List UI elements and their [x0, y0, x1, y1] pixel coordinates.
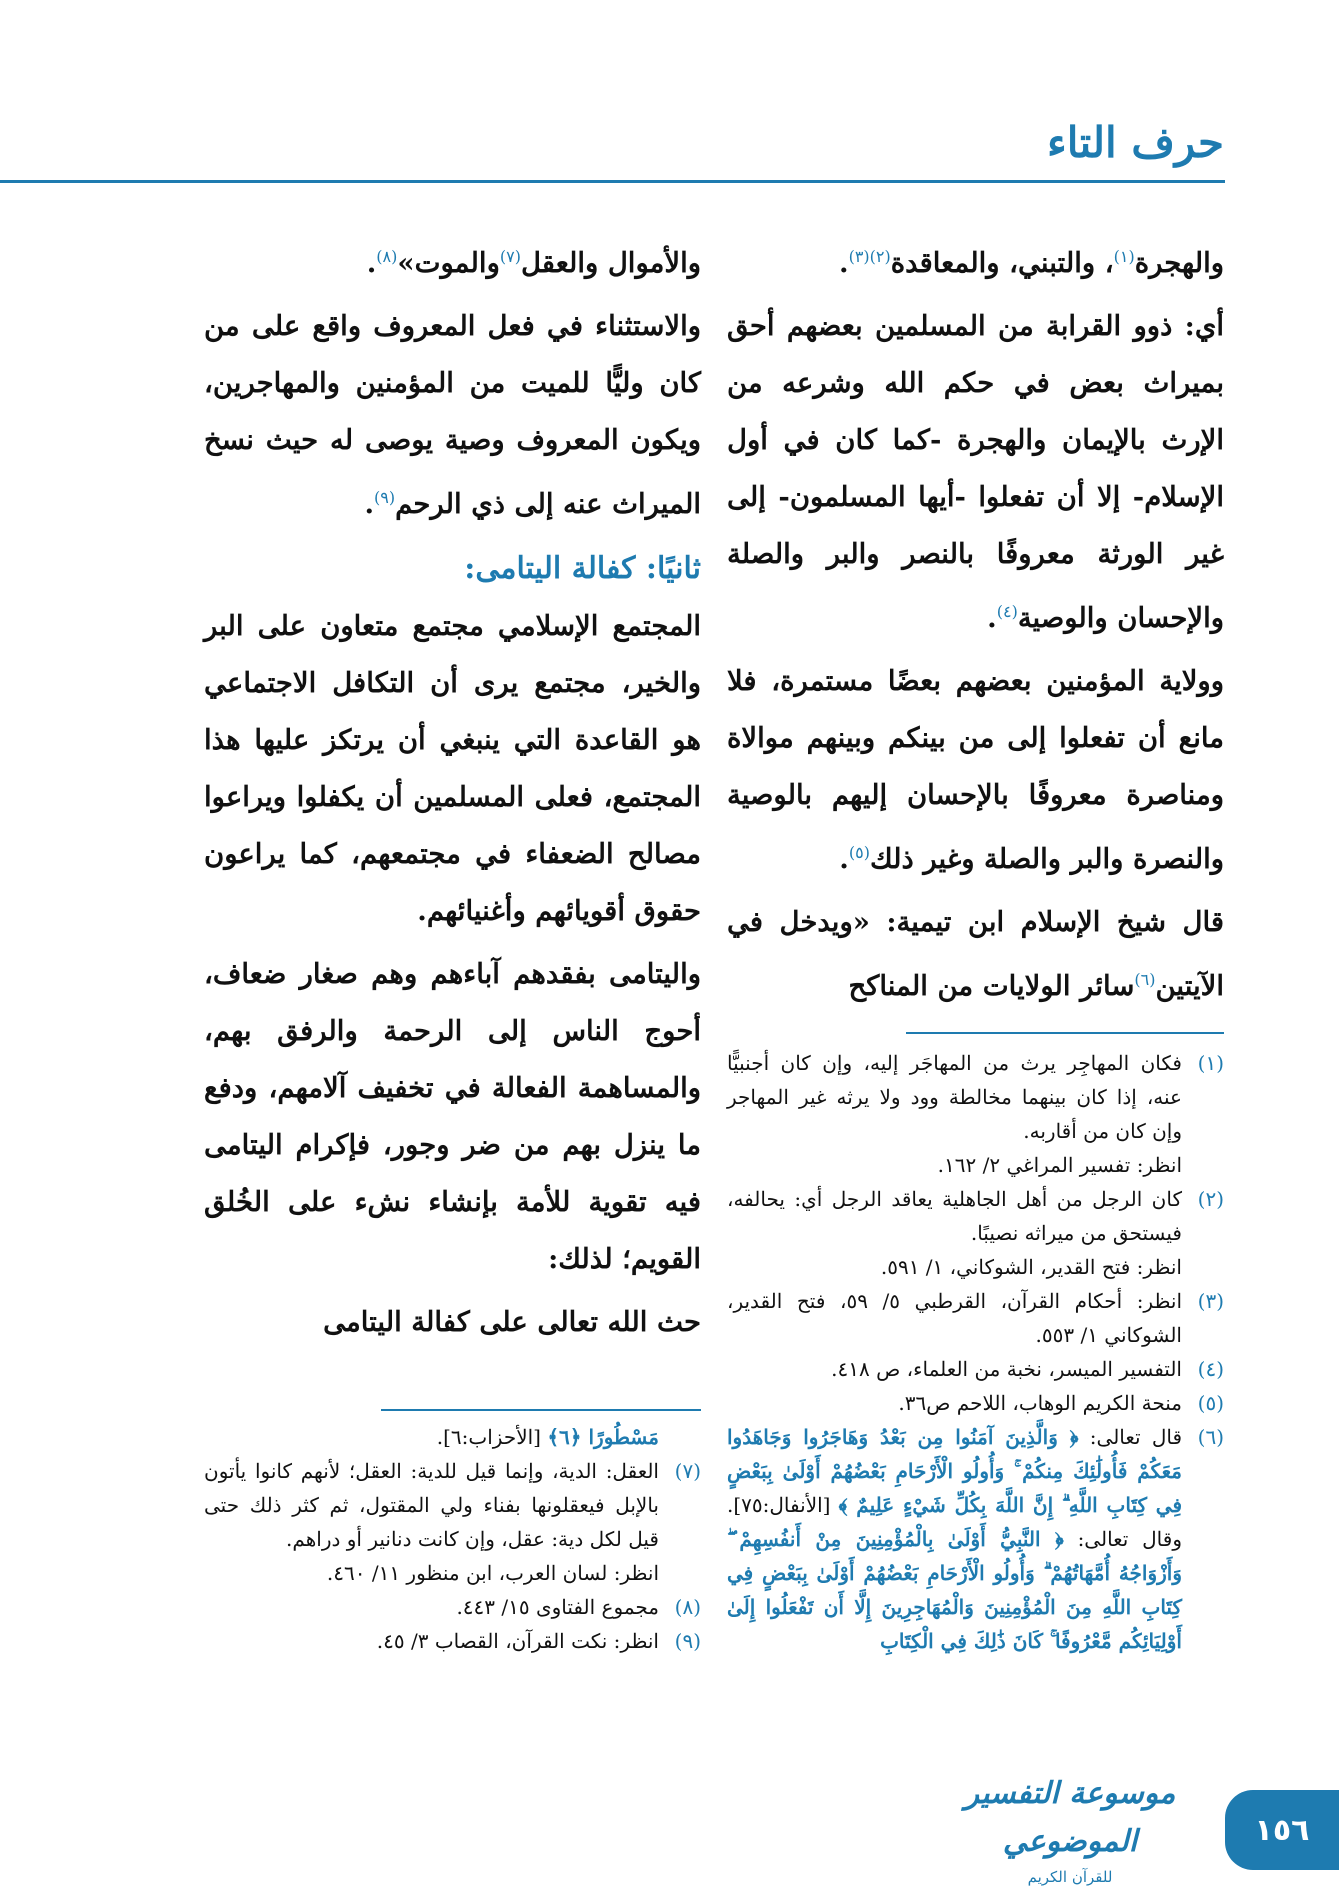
footnote: (٢) كان الرجل من أهل الجاهلية يعاقد الرجل أي: يحالفه، فيستحق من ميراثه نصيبًا. انظر: فتح القدير، الشوكاني، ١/ ٥٩١.: [727, 1187, 1224, 1279]
quran-verse: ﴿ وَالَّذِينَ آمَنُوا مِن بَعْدُ وَهَاجَرُوا وَجَاهَدُوا مَعَكُمْ فَأُولَٰئِكَ مِنكُمْ ۚ وَأُولُو الْأَرْحَامِ بَعْضُهُمْ أَوْلَىٰ بِبَعْضٍ فِي كِتَابِ اللَّهِ ۗ إِنَّ اللَّهَ بِكُلِّ شَيْءٍ عَلِيمٌ ﴾: [727, 1425, 1183, 1517]
footnote: (١) فكان المهاجِر يرث من المهاجَر إليه، وإن كان أجنبيًّا عنه، إذا كان بينهما مخالطة وود ولا يرثه غير المهاجر وإن كان من أقاربه. انظر: تفسير المراغي ٢/ ١٦٢.: [727, 1051, 1224, 1177]
paragraph: قال شيخ الإسلام ابن تيمية: «ويدخل في الآيتين$^{(٦)}$سائر الولايات من المناكح: [727, 906, 1224, 1003]
footnote: (٧) العقل: الدية، وإنما قيل للدية: العقل؛ لأنهم كانوا يأتون بالإبل فيعقلونها بفناء ولي المقتول، ثم كثر ذلك حتى قيل لكل دية: عقل، وإن كانت دنانير أو دراهم. انظر: لسان العرب، ابن منظور ١١/ ٤٦٠.: [204, 1459, 701, 1585]
page-number-badge: [1225, 1790, 1339, 1870]
footnote-continued: مَسْطُورًا ﴿٦﴾ [الأحزاب:٦].: [436, 1425, 659, 1449]
section-heading: ثانيًا: كفالة اليتامى:: [464, 551, 701, 587]
page-number: ١٥٦: [1254, 1812, 1310, 1848]
paragraph: وولاية المؤمنين بعضهم بعضًا مستمرة، فلا مانع أن تفعلوا إلى من بينكم وبينهم موالاة ومناصرة معروفًا بالإحسان إليهم بالوصية والنصرة والبر والصلة وغير ذلك$^{(٥)}$.: [727, 665, 1224, 876]
paragraph: والهجرة$^{(١)}$، والتبني، والمعاقدة$^{(٢)(٣)}$.: [838, 247, 1224, 280]
footnote: (٩) انظر: نكت القرآن، القصاب ٣/ ٤٥.: [376, 1629, 701, 1653]
footnote-ref[interactable]: (١): [1113, 247, 1135, 266]
footnote: (٤) التفسير الميسر، نخبة من العلماء، ص ٤١٨.: [831, 1357, 1224, 1381]
quran-verse: مَسْطُورًا ﴿٦﴾: [547, 1425, 659, 1449]
footnote-divider: [381, 1409, 701, 1411]
right-column: [727, 228, 1224, 1016]
footnotes-left: [204, 1420, 701, 1658]
paragraph: حث الله تعالى على كفالة اليتامى: [323, 1306, 701, 1339]
header-divider: [0, 180, 1225, 183]
footnote-ref[interactable]: (٢)(٣): [848, 247, 891, 266]
footnote: (٨) مجموع الفتاوى ١٥/ ٤٤٣.: [456, 1595, 701, 1619]
footnote: (٣) انظر: أحكام القرآن، القرطبي ٥/ ٥٩، فتح القدير، الشوكاني ١/ ٥٥٣.: [727, 1289, 1224, 1347]
quran-verse: ﴿ النَّبِيُّ أَوْلَىٰ بِالْمُؤْمِنِينَ مِنْ أَنفُسِهِمْ ۖ وَأَزْوَاجُهُ أُمَّهَاتُهُمْ ۗ وَأُولُو الْأَرْحَامِ بَعْضُهُمْ أَوْلَىٰ بِبَعْضٍ فِي كِتَابِ اللَّهِ مِنَ الْمُؤْمِنِينَ وَالْمُهَاجِرِينَ إِلَّا أَن تَفْعَلُوا إِلَىٰ أَوْلِيَائِكُم مَّعْرُوفًا ۚ كَانَ ذَٰلِكَ فِي الْكِتَابِ: [727, 1527, 1182, 1653]
footnote-ref[interactable]: (٦): [1134, 970, 1156, 990]
paragraph: المجتمع الإسلامي مجتمع متعاون على البر والخير، مجتمع يرى أن التكافل الاجتماعي هو القاعدة التي ينبغي أن يرتكز عليها هذا المجتمع، فعلى المسلمين أن يكفلوا ويراعوا مصالح الضعفاء في مجتمعهم، كما يراعون حقوق أقويائهم وأغنيائهم.: [204, 610, 701, 928]
paragraph: واليتامى بفقدهم آباءهم وهم صغار ضعاف، أحوج الناس إلى الرحمة والرفق بهم، والمساهمة الفعالة في تخفيف آلامهم، ودفع ما ينزل بهم من ضر وجور، فإكرام اليتامى فيه تقوية للأمة بإنشاء نشء على الخُلق القويم؛ لذلك:: [204, 958, 701, 1276]
footnote-ref[interactable]: (٩): [374, 488, 396, 508]
footnote: (٦) قال تعالى: ﴿ وَالَّذِينَ آمَنُوا مِن بَعْدُ وَهَاجَرُوا وَجَاهَدُوا مَعَكُمْ فَأُولَٰئِكَ مِنكُمْ ۚ وَأُولُو الْأَرْحَامِ بَعْضُهُمْ أَوْلَىٰ بِبَعْضٍ فِي كِتَابِ اللَّهِ ۗ إِنَّ اللَّهَ بِكُلِّ شَيْءٍ عَلِيمٌ ﴾ [الأنفال:٧٥]. وقال تعالى: ﴿ النَّبِيُّ أَوْلَىٰ بِالْمُؤْمِنِينَ مِنْ أَنفُسِهِمْ ۖ وَأَزْوَاجُهُ أُمَّهَاتُهُمْ ۗ وَأُولُو الْأَرْحَامِ بَعْضُهُمْ أَوْلَىٰ بِبَعْضٍ فِي كِتَابِ اللَّهِ مِنَ الْمُؤْمِنِينَ وَالْمُهَاجِرِينَ إِلَّا أَن تَفْعَلُوا إِلَىٰ أَوْلِيَائِكُم مَّعْرُوفًا ۚ كَانَ ذَٰلِكَ فِي الْكِتَابِ: [727, 1425, 1224, 1653]
footnote-ref[interactable]: (٤): [996, 602, 1018, 622]
footnote: (٥) منحة الكريم الوهاب، اللاحم ص٣٦.: [898, 1391, 1224, 1415]
footnote-divider: [906, 1032, 1224, 1034]
encyclopedia-logo: موسوعة التفسير الموضوعي للقرآن الكريم: [964, 1776, 1176, 1886]
paragraph: والاستثناء في فعل المعروف واقع على من كان وليًّا للميت من المؤمنين والمهاجرين، ويكون المعروف وصية يوصى له حيث نسخ الميراث عنه إلى ذي الرحم$^{(٩)}$.: [204, 310, 701, 521]
chapter-title: حرف التاء: [1047, 118, 1224, 167]
footnotes-right: [727, 1046, 1224, 1658]
paragraph: والأموال والعقل$^{(٧)}$والموت»$^{(٨)}$.: [366, 247, 701, 280]
footnote-ref[interactable]: (٥): [848, 843, 870, 863]
footnote-ref[interactable]: (٧): [499, 247, 521, 266]
left-column: [204, 228, 701, 1351]
paragraph: أي: ذوو القرابة من المسلمين بعضهم أحق بميراث بعض في حكم الله وشرعه من الإرث بالإيمان والهجرة -كما كان في أول الإسلام- إلا أن تفعلوا -أيها المسلمون- إلى غير الورثة معروفًا بالنصر والبر والصلة والإحسان والوصية$^{(٤)}$.: [727, 310, 1224, 635]
footnote-ref[interactable]: (٨): [376, 247, 398, 266]
